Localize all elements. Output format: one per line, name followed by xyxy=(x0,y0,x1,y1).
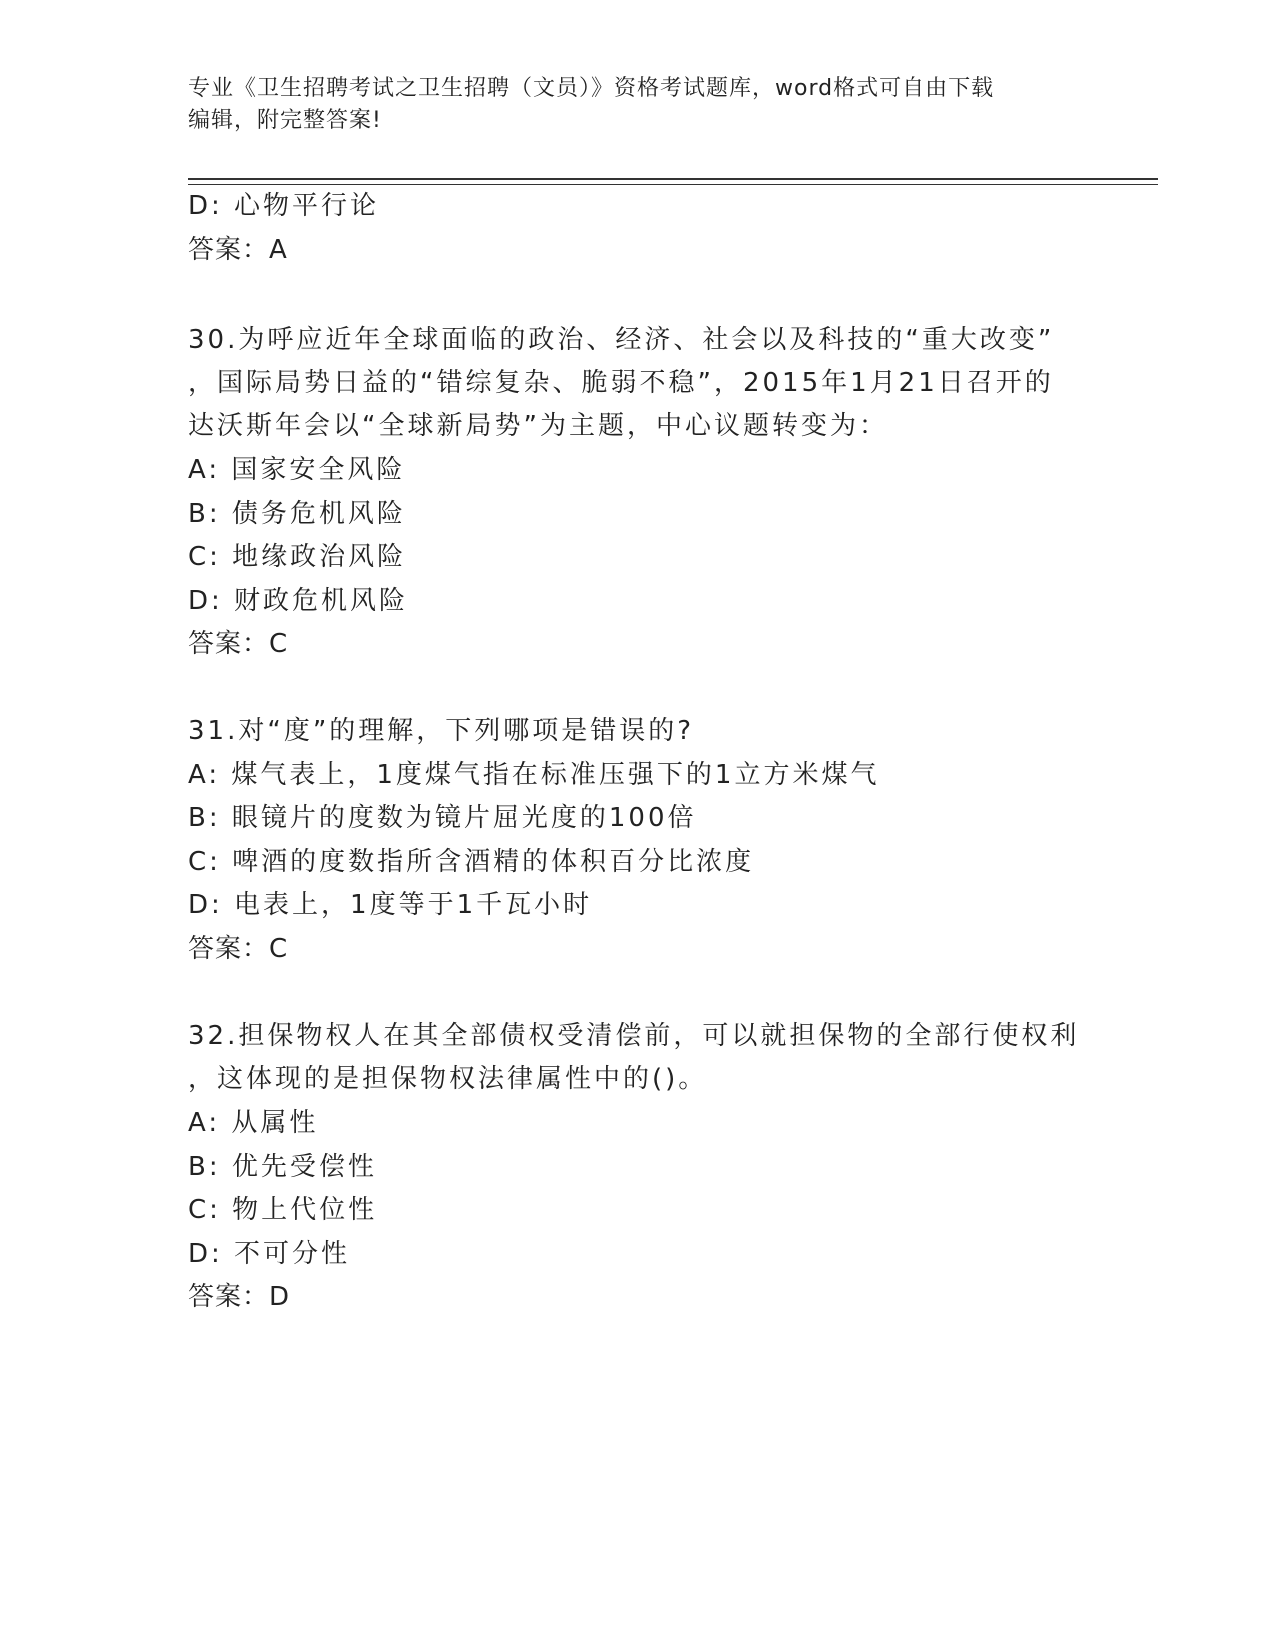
q30-option-c: C: 地缘政治风险 xyxy=(188,542,407,572)
q32-stem-line-2: ，这体现的是担保物权法律属性中的()。 xyxy=(188,1064,708,1094)
q32-option-a: A: 从属性 xyxy=(188,1108,319,1138)
header-line-1: 专业《卫生招聘考试之卫生招聘（文员）》资格考试题库，word格式可自由下载 xyxy=(188,76,995,101)
header-line-2: 编辑，附完整答案! xyxy=(188,108,382,133)
q32-stem-line-1: 32.担保物权人在其全部债权受清偿前，可以就担保物的全部行使权利 xyxy=(188,1021,1080,1051)
q30-stem-line-3: 达沃斯年会以“全球新局势”为主题，中心议题转变为： xyxy=(188,411,888,441)
q32-answer: 答案：D xyxy=(188,1282,291,1312)
q30-option-b: B: 债务危机风险 xyxy=(188,499,406,529)
q30-stem-line-2: ，国际局势日益的“错综复杂、脆弱不稳”，2015年1月21日召开的 xyxy=(188,368,1054,398)
prev-option-d: D: 心物平行论 xyxy=(188,191,380,221)
q31-answer: 答案：C xyxy=(188,934,289,964)
q32-option-d: D: 不可分性 xyxy=(188,1239,351,1269)
prev-answer: 答案：A xyxy=(188,235,288,265)
q31-option-d: D: 电表上，1度等于1千瓦小时 xyxy=(188,890,593,920)
q31-option-c: C: 啤酒的度数指所含酒精的体积百分比浓度 xyxy=(188,847,755,877)
q30-option-d: D: 财政危机风险 xyxy=(188,586,409,616)
page-header xyxy=(188,73,1088,137)
q31-option-a: A: 煤气表上，1度煤气指在标准压强下的1立方米煤气 xyxy=(188,760,880,790)
header-divider-thick xyxy=(188,178,1158,180)
q32-option-c: C: 物上代位性 xyxy=(188,1195,378,1225)
q32-option-b: B: 优先受偿性 xyxy=(188,1152,377,1182)
q30-stem-line-1: 30.为呼应近年全球面临的政治、经济、社会以及科技的“重大改变” xyxy=(188,325,1055,355)
q31-stem-line-1: 31.对“度”的理解，下列哪项是错误的? xyxy=(188,716,695,746)
header-divider-thin xyxy=(188,184,1158,185)
q31-option-b: B: 眼镜片的度数为镜片屈光度的100倍 xyxy=(188,803,697,833)
q30-answer: 答案：C xyxy=(188,629,289,659)
q30-option-a: A: 国家安全风险 xyxy=(188,455,406,485)
